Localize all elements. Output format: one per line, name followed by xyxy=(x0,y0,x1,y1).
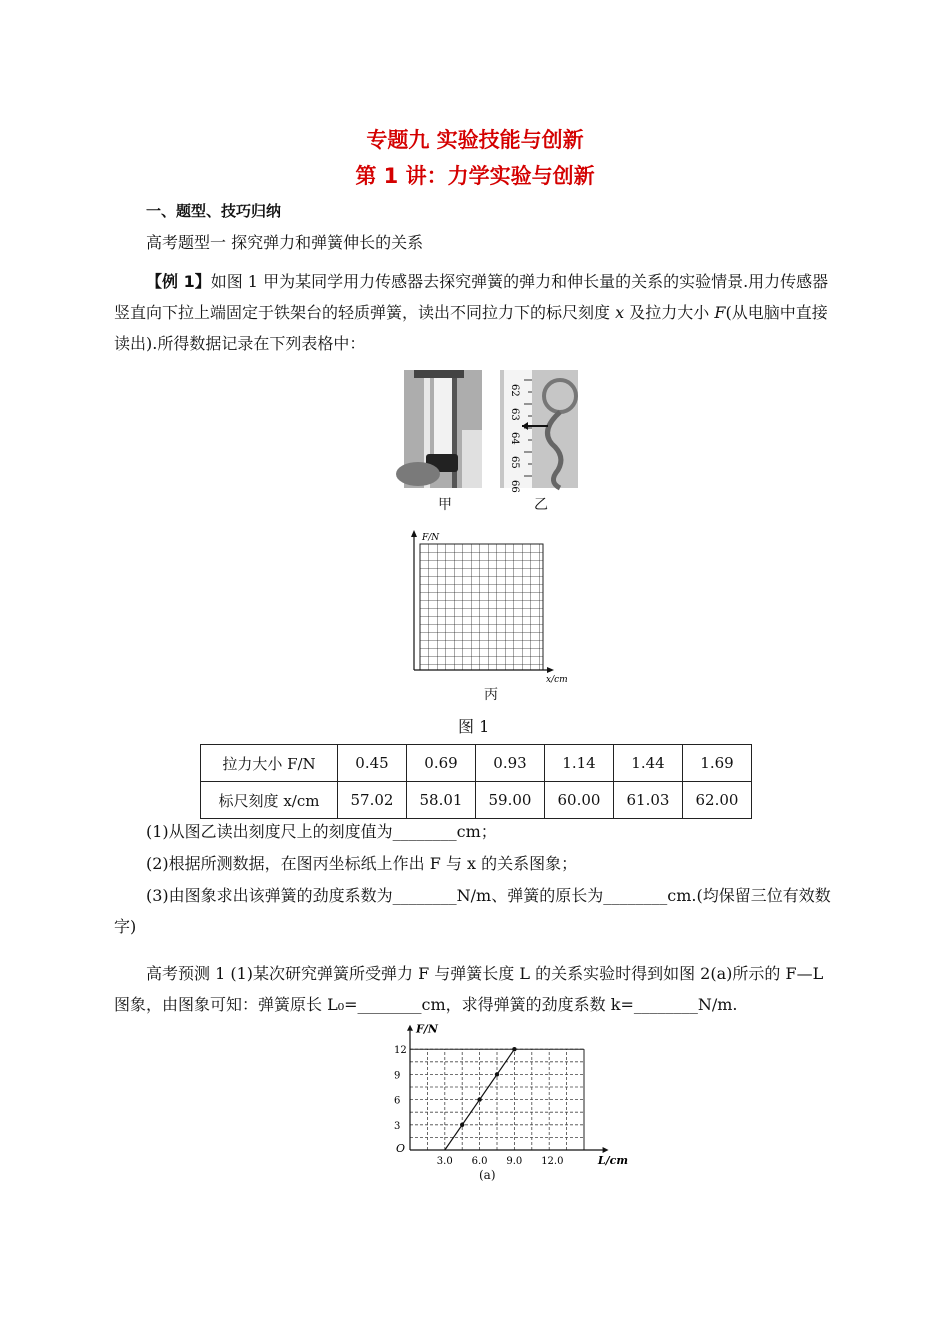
label-yi: 乙 xyxy=(534,497,548,513)
svg-text:66: 66 xyxy=(509,480,520,493)
page-subtitle: 第 1 讲：力学实验与创新 xyxy=(355,164,595,188)
data-point xyxy=(512,1047,516,1051)
svg-text:63: 63 xyxy=(509,408,520,421)
table-cell: 0.93 xyxy=(476,745,545,782)
x-tick-label: 9.0 xyxy=(506,1156,523,1167)
example-1-text: 【例 1】如图 1 甲为某同学用力传感器去探究弹簧的弹力和伸长量的关系的实验情景.用力传感器竖直向下拉上端固定于铁架台的轻质弹簧，读出不同拉力下的标尺刻度 x 及拉力大小 F(从电脑中直接读出).所得数据记录在下列表格中： xyxy=(114,272,829,353)
table-cell: 0.69 xyxy=(407,745,476,782)
data-point xyxy=(495,1072,499,1076)
table-cell: 1.14 xyxy=(545,745,614,782)
data-point xyxy=(460,1123,464,1127)
graph-paper-bing xyxy=(400,524,580,688)
table-cell: 1.44 xyxy=(614,745,683,782)
table-cell: 62.00 xyxy=(683,782,752,819)
table-cell: 61.03 xyxy=(614,782,683,819)
example-1-label: 【例 1】 xyxy=(146,272,211,291)
table-cell: 59.00 xyxy=(476,782,545,819)
x-tick-label: 3.0 xyxy=(436,1156,453,1167)
photo-jia xyxy=(404,370,482,488)
section-heading: 一、题型、技巧归纳 xyxy=(146,202,282,220)
question-type-label: 高考题型一 探究弹力和弹簧伸长的关系 xyxy=(146,233,424,252)
svg-text:65: 65 xyxy=(509,456,520,469)
table-cell: 60.00 xyxy=(545,782,614,819)
question-3: (3)由图象求出该弹簧的劲度系数为________N/m、弹簧的原长为________cm.(均保留三位有效数字) xyxy=(114,886,831,936)
prediction-1-text: 高考预测 1 (1)某次研究弹簧所受弹力 F 与弹簧长度 L 的关系实验时得到如图 2(a)所示的 F—L 图象，由图象可知：弹簧原长 L₀=________cm，求得弹簧的劲度系数 k=________N/m. xyxy=(114,964,824,1014)
page-title: 专题九 实验技能与创新 xyxy=(366,128,584,152)
chart-caption: (a) xyxy=(479,1168,496,1182)
svg-text:62: 62 xyxy=(509,384,520,397)
y-tick-label: 3 xyxy=(394,1120,401,1132)
question-2: (2)根据所测数据，在图丙坐标纸上作出 F 与 x 的关系图象； xyxy=(146,854,578,873)
f-l-chart xyxy=(380,1022,629,1184)
x-axis-arrow xyxy=(603,1147,609,1153)
table-cell: 0.45 xyxy=(338,745,407,782)
y-axis-label: F/N xyxy=(416,1022,438,1036)
y-tick-label: 6 xyxy=(394,1095,401,1107)
table-row xyxy=(201,782,752,819)
grid-ylabel: F/N xyxy=(422,533,440,543)
x-tick-label: 12.0 xyxy=(541,1156,564,1167)
grid-xlabel: x/cm xyxy=(546,675,568,685)
table-row xyxy=(201,745,752,782)
data-table xyxy=(200,744,752,819)
figure-1-caption: 图 1 xyxy=(458,717,490,736)
x-tick-label: 6.0 xyxy=(471,1156,488,1167)
table-cell-header: 标尺刻度 x/cm xyxy=(201,782,338,819)
table-cell: 58.01 xyxy=(407,782,476,819)
table-cell-header: 拉力大小 F/N xyxy=(201,745,338,782)
origin-label: O xyxy=(396,1142,406,1155)
table-cell: 57.02 xyxy=(338,782,407,819)
data-point xyxy=(477,1097,481,1101)
y-axis-arrow xyxy=(407,1025,413,1031)
photo-yi xyxy=(500,370,578,493)
label-jia: 甲 xyxy=(438,497,452,513)
x-axis-label: L/cm xyxy=(597,1154,629,1167)
svg-text:64: 64 xyxy=(509,432,520,445)
label-bing: 丙 xyxy=(484,687,498,703)
table-cell: 1.69 xyxy=(683,745,752,782)
chart-grid xyxy=(410,1049,584,1150)
question-1: (1)从图乙读出刻度尺上的刻度值为________cm； xyxy=(146,822,497,841)
y-tick-label: 9 xyxy=(394,1070,401,1082)
y-tick-label: 12 xyxy=(394,1045,407,1057)
